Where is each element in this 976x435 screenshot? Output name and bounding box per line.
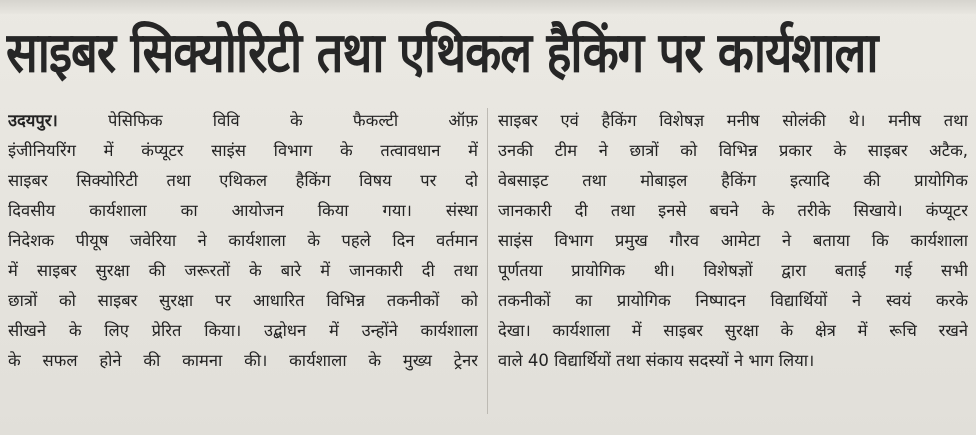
article-line: सीखने के लिए प्रेरित किया। उद्बोधन में उन्होंने कार्यशाला: [8, 321, 478, 340]
article-line: साइबर सिक्योरिटी तथा एथिकल हैकिंग विषय पर दो: [8, 171, 478, 190]
article-line: साइंस विभाग प्रमुख गौरव आमेटा ने बताया कि कार्यशाला: [498, 231, 968, 250]
dateline: उदयपुर।: [8, 111, 58, 130]
article-line-text: पेसिफिक विवि के फैकल्टी ऑफ़: [108, 111, 478, 130]
article-line: [8, 106, 478, 136]
article-line: निदेशक पीयूष जवेरिया ने कार्यशाला के पहले दिन वर्तमान: [8, 231, 478, 250]
article-column-right: [498, 106, 968, 424]
article-line: वाले 40 विद्यार्थियों तथा संकाय सदस्यों ने भाग लिया।: [498, 351, 815, 370]
article-line: तकनीकों का प्रायोगिक निष्पादन विद्यार्थियों ने स्वयं करके: [498, 291, 968, 310]
column-divider: [487, 108, 488, 414]
headline: साइबर सिक्योरिटी तथा एथिकल हैकिंग पर कार्यशाला: [6, 20, 878, 86]
article-line: दिवसीय कार्यशाला का आयोजन किया गया। संस्था: [8, 201, 478, 220]
article-column-left: [8, 106, 478, 424]
article-line: उनकी टीम ने छात्रों को विभिन्न प्रकार के साइबर अटैक,: [498, 141, 968, 160]
article-line: वेबसाइट तथा मोबाइल हैकिंग इत्यादि की प्रायोगिक: [498, 171, 968, 190]
article-line: के सफल होने की कामना की। कार्यशाला के मुख्य ट्रेनर: [8, 351, 478, 370]
article-line: में साइबर सुरक्षा की जरूरतों के बारे में जानकारी दी तथा: [8, 261, 478, 280]
article-line: छात्रों को साइबर सुरक्षा पर आधारित विभिन्न तकनीकों को: [8, 291, 478, 310]
article-line: पूर्णतया प्रायोगिक थी। विशेषज्ञों द्वारा बताई गई सभी: [498, 261, 968, 280]
article-line: इंजीनियरिंग में कंप्यूटर साइंस विभाग के तत्वावधान में: [8, 141, 478, 160]
article-line: जानकारी दी तथा इनसे बचने के तरीके सिखाये। कंप्यूटर: [498, 201, 968, 220]
article-line: देखा। कार्यशाला में साइबर सुरक्षा के क्षेत्र में रूचि रखने: [498, 321, 968, 340]
article-line: साइबर एवं हैकिंग विशेषज्ञ मनीष सोलंकी थे। मनीष तथा: [498, 111, 968, 130]
